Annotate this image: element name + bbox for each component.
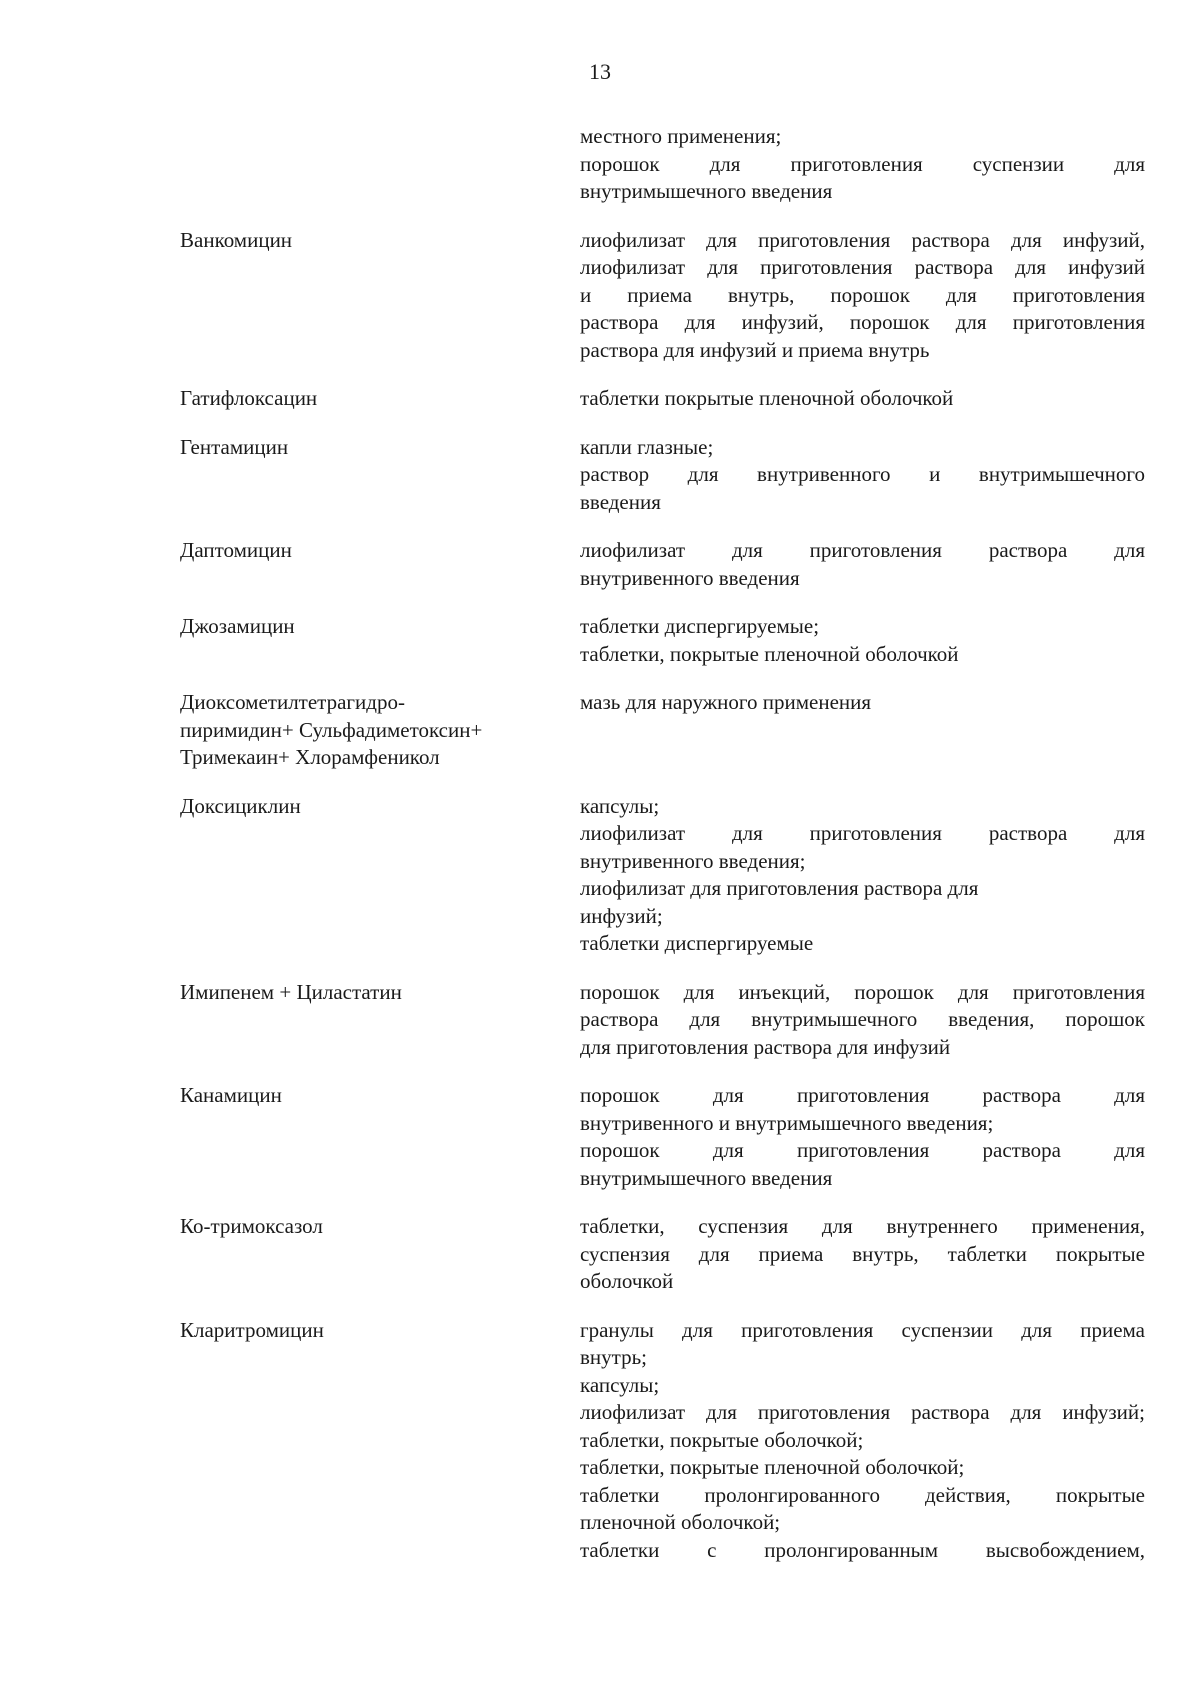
drug-entry xyxy=(180,123,1145,206)
dosage-form-line: внутривенного введения xyxy=(580,565,800,590)
dosage-form-line: порошок для инъекций, порошок для приготовления xyxy=(580,979,1145,1004)
dosage-form-line: лиофилизат для приготовления раствора для инфузий; xyxy=(580,1400,1145,1424)
dosage-form-line: и приема внутрь, порошок для приготовления xyxy=(580,282,1145,307)
dosage-form-line: раствора для внутримышечного введения, порошок xyxy=(580,1007,1145,1031)
drug-name: Имипенем + Циластатин xyxy=(180,979,402,1004)
dosage-forms xyxy=(580,793,1145,958)
dosage-form-line: капсулы; xyxy=(580,1372,660,1397)
dosage-form-line: лиофилизат для приготовления раствора для инфузий, xyxy=(580,227,1145,252)
dosage-form-line: раствора для инфузий и приема внутрь xyxy=(580,337,930,362)
dosage-forms xyxy=(580,979,1145,1062)
dosage-form-line: таблетки пролонгированного действия, покрытые xyxy=(580,1482,1145,1507)
page-number: 13 xyxy=(589,59,611,84)
dosage-forms xyxy=(580,689,1145,772)
dosage-form-line: внутрь; xyxy=(580,1345,647,1369)
dosage-form-line: таблетки, покрытые пленочной оболочкой xyxy=(580,641,959,666)
dosage-form-line: внутримышечного введения xyxy=(580,1165,833,1190)
dosage-form-line: инфузий; xyxy=(580,903,663,928)
drug-table xyxy=(180,123,1145,1585)
dosage-form-line: раствора для инфузий, порошок для приготовления xyxy=(580,310,1145,334)
dosage-forms xyxy=(580,227,1145,365)
dosage-form-line: таблетки, покрытые пленочной оболочкой; xyxy=(580,1455,965,1479)
dosage-form-line: местного применения; xyxy=(580,124,782,148)
dosage-form-line: гранулы для приготовления суспензии для приема xyxy=(580,1317,1145,1342)
drug-name: Кларитромицин xyxy=(180,1317,324,1342)
dosage-forms xyxy=(580,613,1145,668)
dosage-form-line: раствор для внутривенного и внутримышечного xyxy=(580,462,1145,486)
dosage-form-line: оболочкой xyxy=(580,1269,674,1293)
drug-name: Гентамицин xyxy=(180,434,289,459)
dosage-form-line: капсулы; xyxy=(580,793,660,818)
dosage-form-line: внутримышечного введения xyxy=(580,179,833,203)
dosage-form-line: таблетки покрытые пленочной оболочкой xyxy=(580,386,954,410)
drug-name xyxy=(180,123,580,206)
dosage-form-line: порошок для приготовления раствора для xyxy=(580,1138,1145,1162)
dosage-forms xyxy=(580,537,1145,592)
dosage-forms xyxy=(580,434,1145,517)
dosage-form-line: порошок для приготовления суспензии для xyxy=(580,151,1145,176)
dosage-forms xyxy=(580,1317,1145,1565)
dosage-form-line: внутривенного и внутримышечного введения; xyxy=(580,1110,994,1135)
drug-entry xyxy=(180,227,1145,365)
dosage-form-line: порошок для приготовления раствора для xyxy=(580,1083,1145,1107)
dosage-form-line: введения xyxy=(580,489,661,514)
dosage-form-line: таблетки, суспензия для внутреннего применения, xyxy=(580,1214,1145,1238)
drug-entry xyxy=(180,434,1145,517)
drug-entry xyxy=(180,613,1145,668)
dosage-forms xyxy=(580,1213,1145,1296)
dosage-form-line: капли глазные; xyxy=(580,434,714,459)
drug-entry xyxy=(180,385,1145,413)
drug-entry xyxy=(180,1317,1145,1565)
dosage-form-line: внутривенного введения; xyxy=(580,848,806,873)
dosage-form-line: мазь для наружного применения xyxy=(580,690,872,714)
drug-entry xyxy=(180,1213,1145,1296)
dosage-form-line: таблетки диспергируемые xyxy=(580,931,814,955)
drug-name: Диоксометилтетрагидро- пиримидин+ Сульфадиметоксин+ Тримекаин+ Хлорамфеникол xyxy=(180,690,483,769)
drug-entry xyxy=(180,1082,1145,1192)
drug-name: Даптомицин xyxy=(180,538,292,562)
drug-name: Доксициклин xyxy=(180,793,301,818)
dosage-form-line: пленочной оболочкой; xyxy=(580,1510,781,1534)
dosage-form-line: лиофилизат для приготовления раствора для xyxy=(580,538,1145,562)
drug-entry xyxy=(180,689,1145,772)
dosage-form-line: для приготовления раствора для инфузий xyxy=(580,1034,951,1059)
drug-name: Канамицин xyxy=(180,1083,282,1107)
dosage-form-line: таблетки диспергируемые; xyxy=(580,614,820,638)
dosage-form-line: лиофилизат для приготовления раствора для xyxy=(580,821,1145,845)
drug-name: Джозамицин xyxy=(180,614,295,638)
dosage-forms xyxy=(580,385,1145,413)
drug-name: Гатифлоксацин xyxy=(180,386,318,410)
dosage-forms xyxy=(580,123,1145,206)
drug-entry xyxy=(180,537,1145,592)
dosage-forms xyxy=(580,1082,1145,1192)
drug-name: Ко-тримоксазол xyxy=(180,1214,323,1238)
drug-entry xyxy=(180,979,1145,1062)
dosage-form-line: лиофилизат для приготовления раствора для xyxy=(580,876,979,900)
dosage-form-line: суспензия для приема внутрь, таблетки покрытые xyxy=(580,1241,1145,1266)
dosage-form-line: лиофилизат для приготовления раствора для инфузий xyxy=(580,255,1145,279)
dosage-form-line: таблетки, покрытые оболочкой; xyxy=(580,1427,864,1452)
drug-entry xyxy=(180,793,1145,958)
drug-name: Ванкомицин xyxy=(180,227,293,252)
dosage-form-line: таблетки с пролонгированным высвобождением, xyxy=(580,1537,1145,1562)
